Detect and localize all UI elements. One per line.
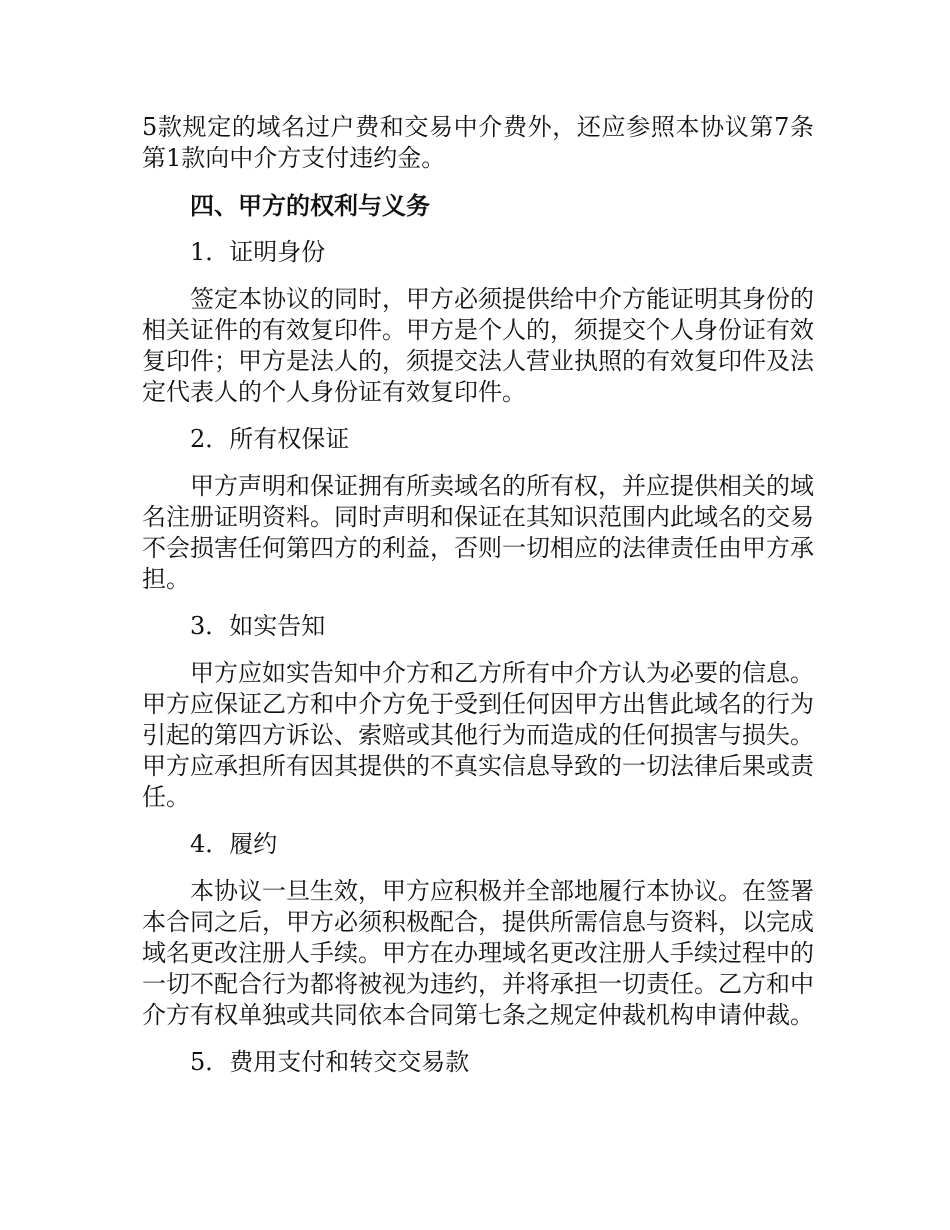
item-title-performance: 4．履约 xyxy=(190,830,278,858)
item-title-payment: 5．费用支付和转交交易款 xyxy=(190,1048,470,1076)
item-body-disclosure: 甲方应如实告知中介方和乙方所有中介方认为必要的信息。甲方应保证乙方和中介方免于受到任何因甲方出售此域名的行为引起的第四方诉讼、索赔或其他行为而造成的任何损害与损失。甲方应承担所有因其提供的不真实信息导致的一切法律后果或责任。 xyxy=(142,659,814,811)
item-title-ownership: 2．所有权保证 xyxy=(190,425,350,453)
item-body-ownership: 甲方声明和保证拥有所卖域名的所有权，并应提供相关的域名注册证明资料。同时声明和保证在其知识范围内此域名的交易不会损害任何第四方的利益，否则一切相应的法律责任由甲方承担。 xyxy=(142,472,814,593)
continuation-paragraph: 5款规定的域名过户费和交易中介费外，还应参照本协议第7条第1款向中介方支付违约金。 xyxy=(142,113,814,172)
item-title-disclosure: 3．如实告知 xyxy=(190,612,326,640)
document-page xyxy=(142,112,814,1094)
section-heading: 四、甲方的权利与义务 xyxy=(190,191,430,220)
item-title-identity: 1．证明身份 xyxy=(190,238,326,266)
item-body-identity: 签定本协议的同时，甲方必须提供给中介方能证明其身份的相关证件的有效复印件。甲方是个人的，须提交个人身份证有效复印件；甲方是法人的，须提交法人营业执照的有效复印件及法定代表人的个人身份证有效复印件。 xyxy=(142,285,814,406)
item-body-performance: 本协议一旦生效，甲方应积极并全部地履行本协议。在签署本合同之后，甲方必须积极配合，提供所需信息与资料，以完成域名更改注册人手续。甲方在办理域名更改注册人手续过程中的一切不配合行为都将被视为违约，并将承担一切责任。乙方和中介方有权单独或共同依本合同第七条之规定仲裁机构申请仲裁。 xyxy=(142,877,814,1029)
